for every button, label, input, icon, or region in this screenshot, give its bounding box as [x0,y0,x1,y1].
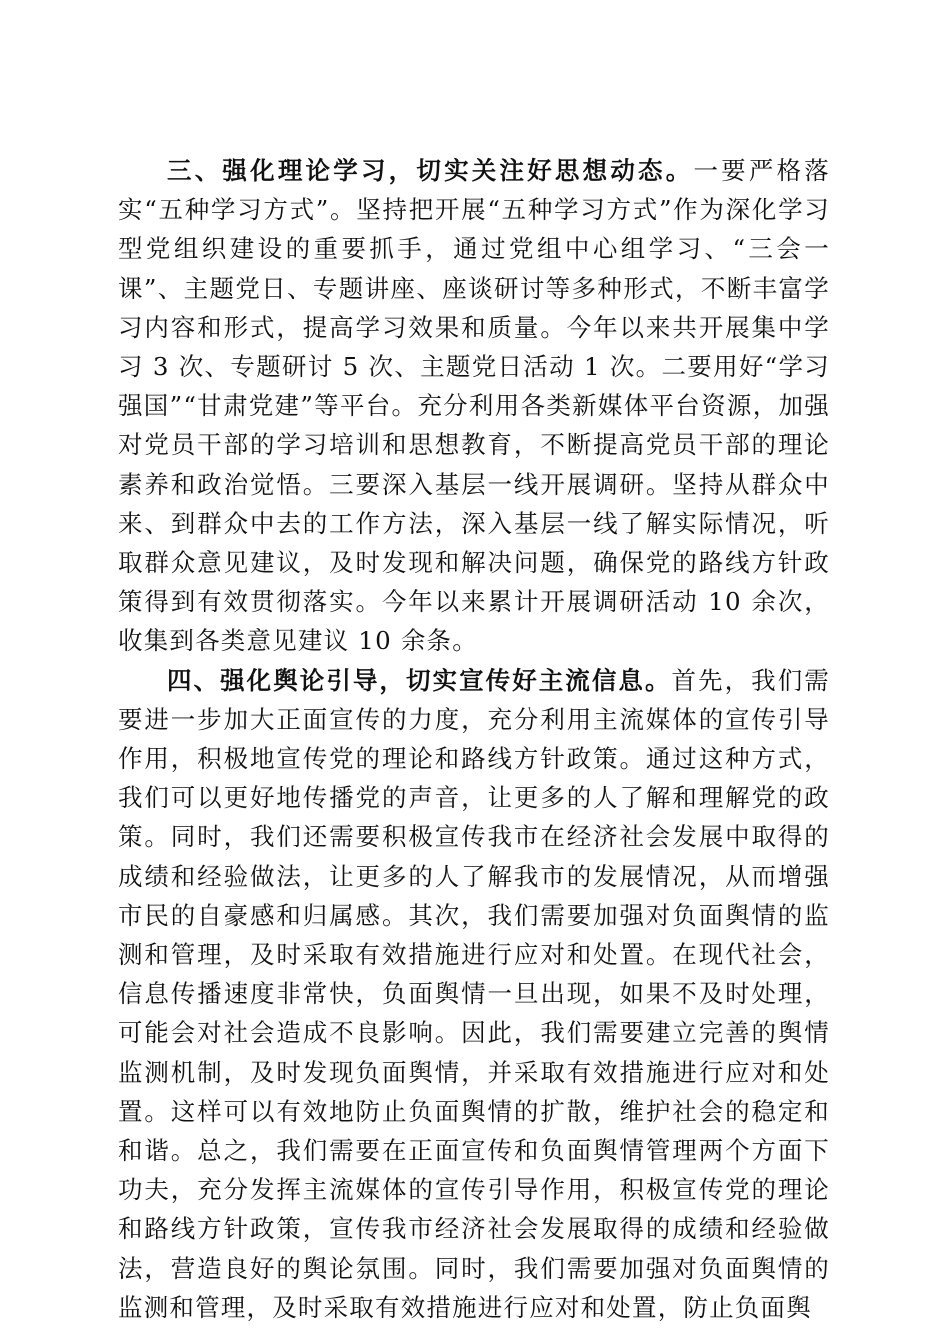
section-three-text: 一要严格落实“五种学习方式”。坚持把开展“五种学习方式”作为深化学习型党组织建设的重要抓手，通过党组中心组学习、“三会一课”、主题党日、专题讲座、座谈研讨等多种形式，不断丰富学习内容和形式，提高学习效果和质量。今年以来共开展集中学习 3 次、专题研讨 5 次、主题党日活动 1 次。二要用好“学习强国”“甘肃党建”等平台。充分利用各类新媒体平台资源，加强对党员干部的学习培训和思想教育，不断提高党员干部的理论素养和政治觉悟。三要深入基层一线开展调研。坚持从群众中来、到群众中去的工作方法，深入基层一线了解实际情况，听取群众意见建议，及时发现和解决问题，确保党的路线方针政策得到有效贯彻落实。今年以来累计开展调研活动 10 余次，收集到各类意见建议 10 余条。 [118,156,830,656]
section-four-paragraph [118,661,830,1327]
section-four-text: 首先，我们需要进一步加大正面宣传的力度，充分利用主流媒体的宣传引导作用，积极地宣传党的理论和路线方针政策。通过这种方式，我们可以更好地传播党的声音，让更多的人了解和理解党的政策。同时，我们还需要积极宣传我市在经济社会发展中取得的成绩和经验做法，让更多的人了解我市的发展情况，从而增强市民的自豪感和归属感。其次，我们需要加强对负面舆情的监测和管理，及时采取有效措施进行应对和处置。在现代社会，信息传播速度非常快，负面舆情一旦出现，如果不及时处理，可能会对社会造成不良影响。因此，我们需要建立完善的舆情监测机制，及时发现负面舆情，并采取有效措施进行应对和处置。这样可以有效地防止负面舆情的扩散，维护社会的稳定和和谐。总之，我们需要在正面宣传和负面舆情管理两个方面下功夫，充分发挥主流媒体的宣传引导作用，积极宣传党的理论和路线方针政策，宣传我市经济社会发展取得的成绩和经验做法，营造良好的舆论氛围。同时，我们需要加强对负面舆情的监测和管理，及时采取有效措施进行应对和处置，防止负面舆 [118,665,830,1322]
section-three-paragraph [118,151,830,661]
section-four-heading: 四、强化舆论引导，切实宣传好主流信息。 [167,665,672,695]
document-body [118,151,830,1327]
section-three-heading: 三、强化理论学习，切实关注好思想动态。 [167,156,694,185]
